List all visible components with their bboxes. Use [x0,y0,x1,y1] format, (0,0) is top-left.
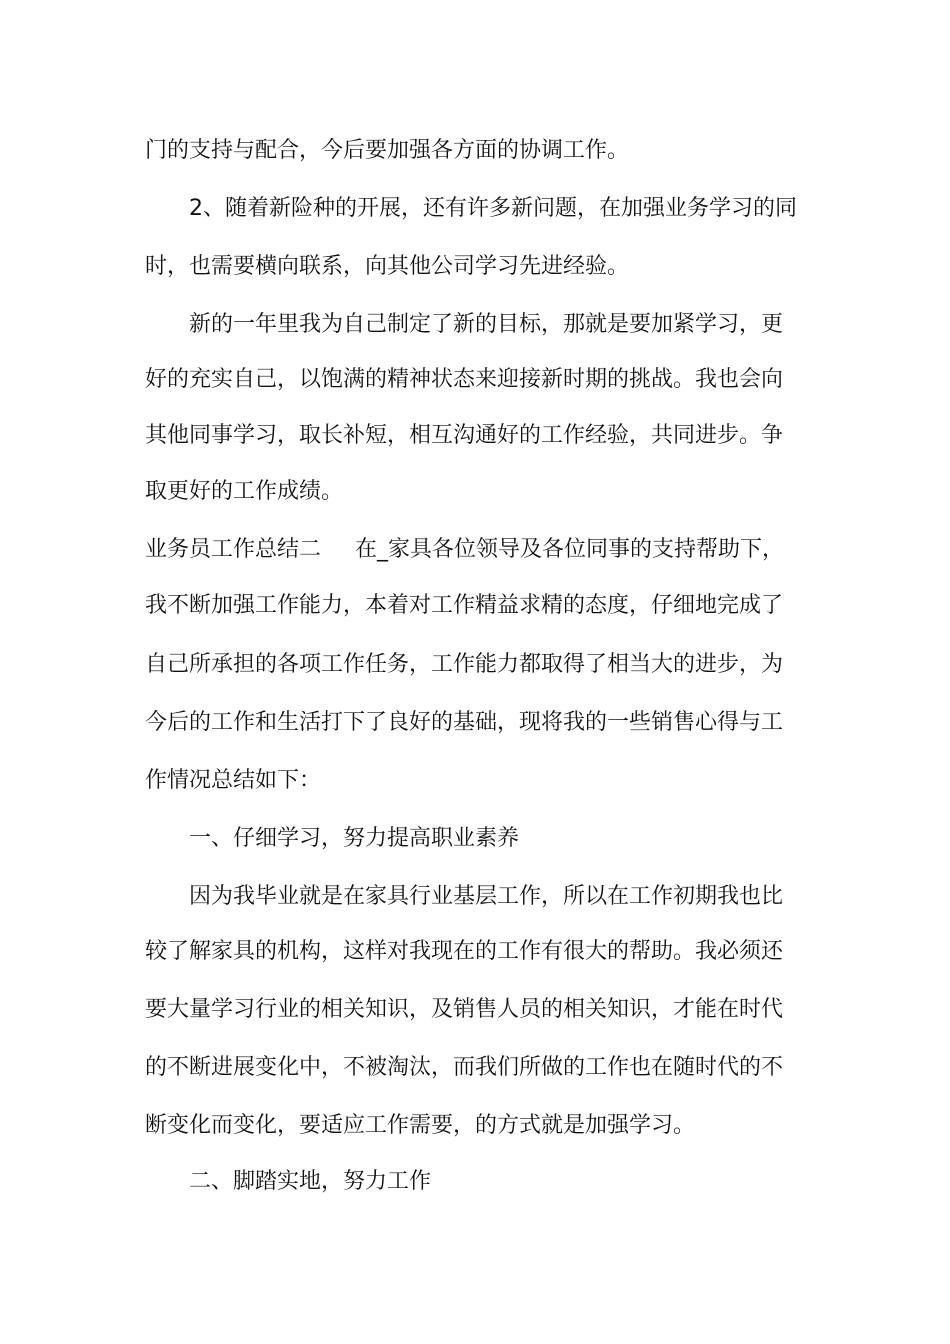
section-title: 业务员工作总结二 [145,537,322,562]
text-line: 作情况总结如下： [145,768,322,793]
text-line: 其他同事学习，取长补短，相互沟通好的工作经验，共同进步。争 [145,423,784,448]
text-line: 新的一年里我为自己制定了新的目标，那就是要加紧学习，更 [189,312,784,337]
section-heading-line [145,532,815,568]
text-line: 好的充实自己，以饱满的精神状态来迎接新时期的挑战。我也会向 [145,367,784,392]
text-line: 要大量学习行业的相关知识，及销售人员的相关知识，才能在时代 [145,997,784,1022]
subheading: 一、仔细学习，努力提高职业素养 [189,826,520,851]
text-line: 时，也需要横向联系，向其他公司学习先进经验。 [145,254,630,279]
text-line: 断变化而变化，要适应工作需要，的方式就是加强学习。 [145,1113,696,1138]
text-line: 的不断进展变化中，不被淘汰，而我们所做的工作也在随时代的不 [145,1055,784,1080]
subheading: 二、脚踏实地，努力工作 [189,1169,432,1194]
text-line: 2、随着新险种的开展，还有许多新问题，在加强业务学习的同 [189,196,797,221]
text-line: 我不断加强工作能力，本着对工作精益求精的态度，仔细地完成了 [145,593,784,618]
text-line: 较了解家具的机构，这样对我现在的工作有很大的帮助。我必须还 [145,939,784,964]
text-line: 因为我毕业就是在家具行业基层工作，所以在工作初期我也比 [189,884,784,909]
section-intro: 在_家具各位领导及各位同事的支持帮助下， [355,537,785,562]
text-line: 自己所承担的各项工作任务，工作能力都取得了相当大的进步，为 [145,652,784,677]
text-line: 今后的工作和生活打下了良好的基础，现将我的一些销售心得与工 [145,710,784,735]
text-line: 取更好的工作成绩。 [145,479,344,504]
text-line: 门的支持与配合，今后要加强各方面的协调工作。 [145,138,630,163]
